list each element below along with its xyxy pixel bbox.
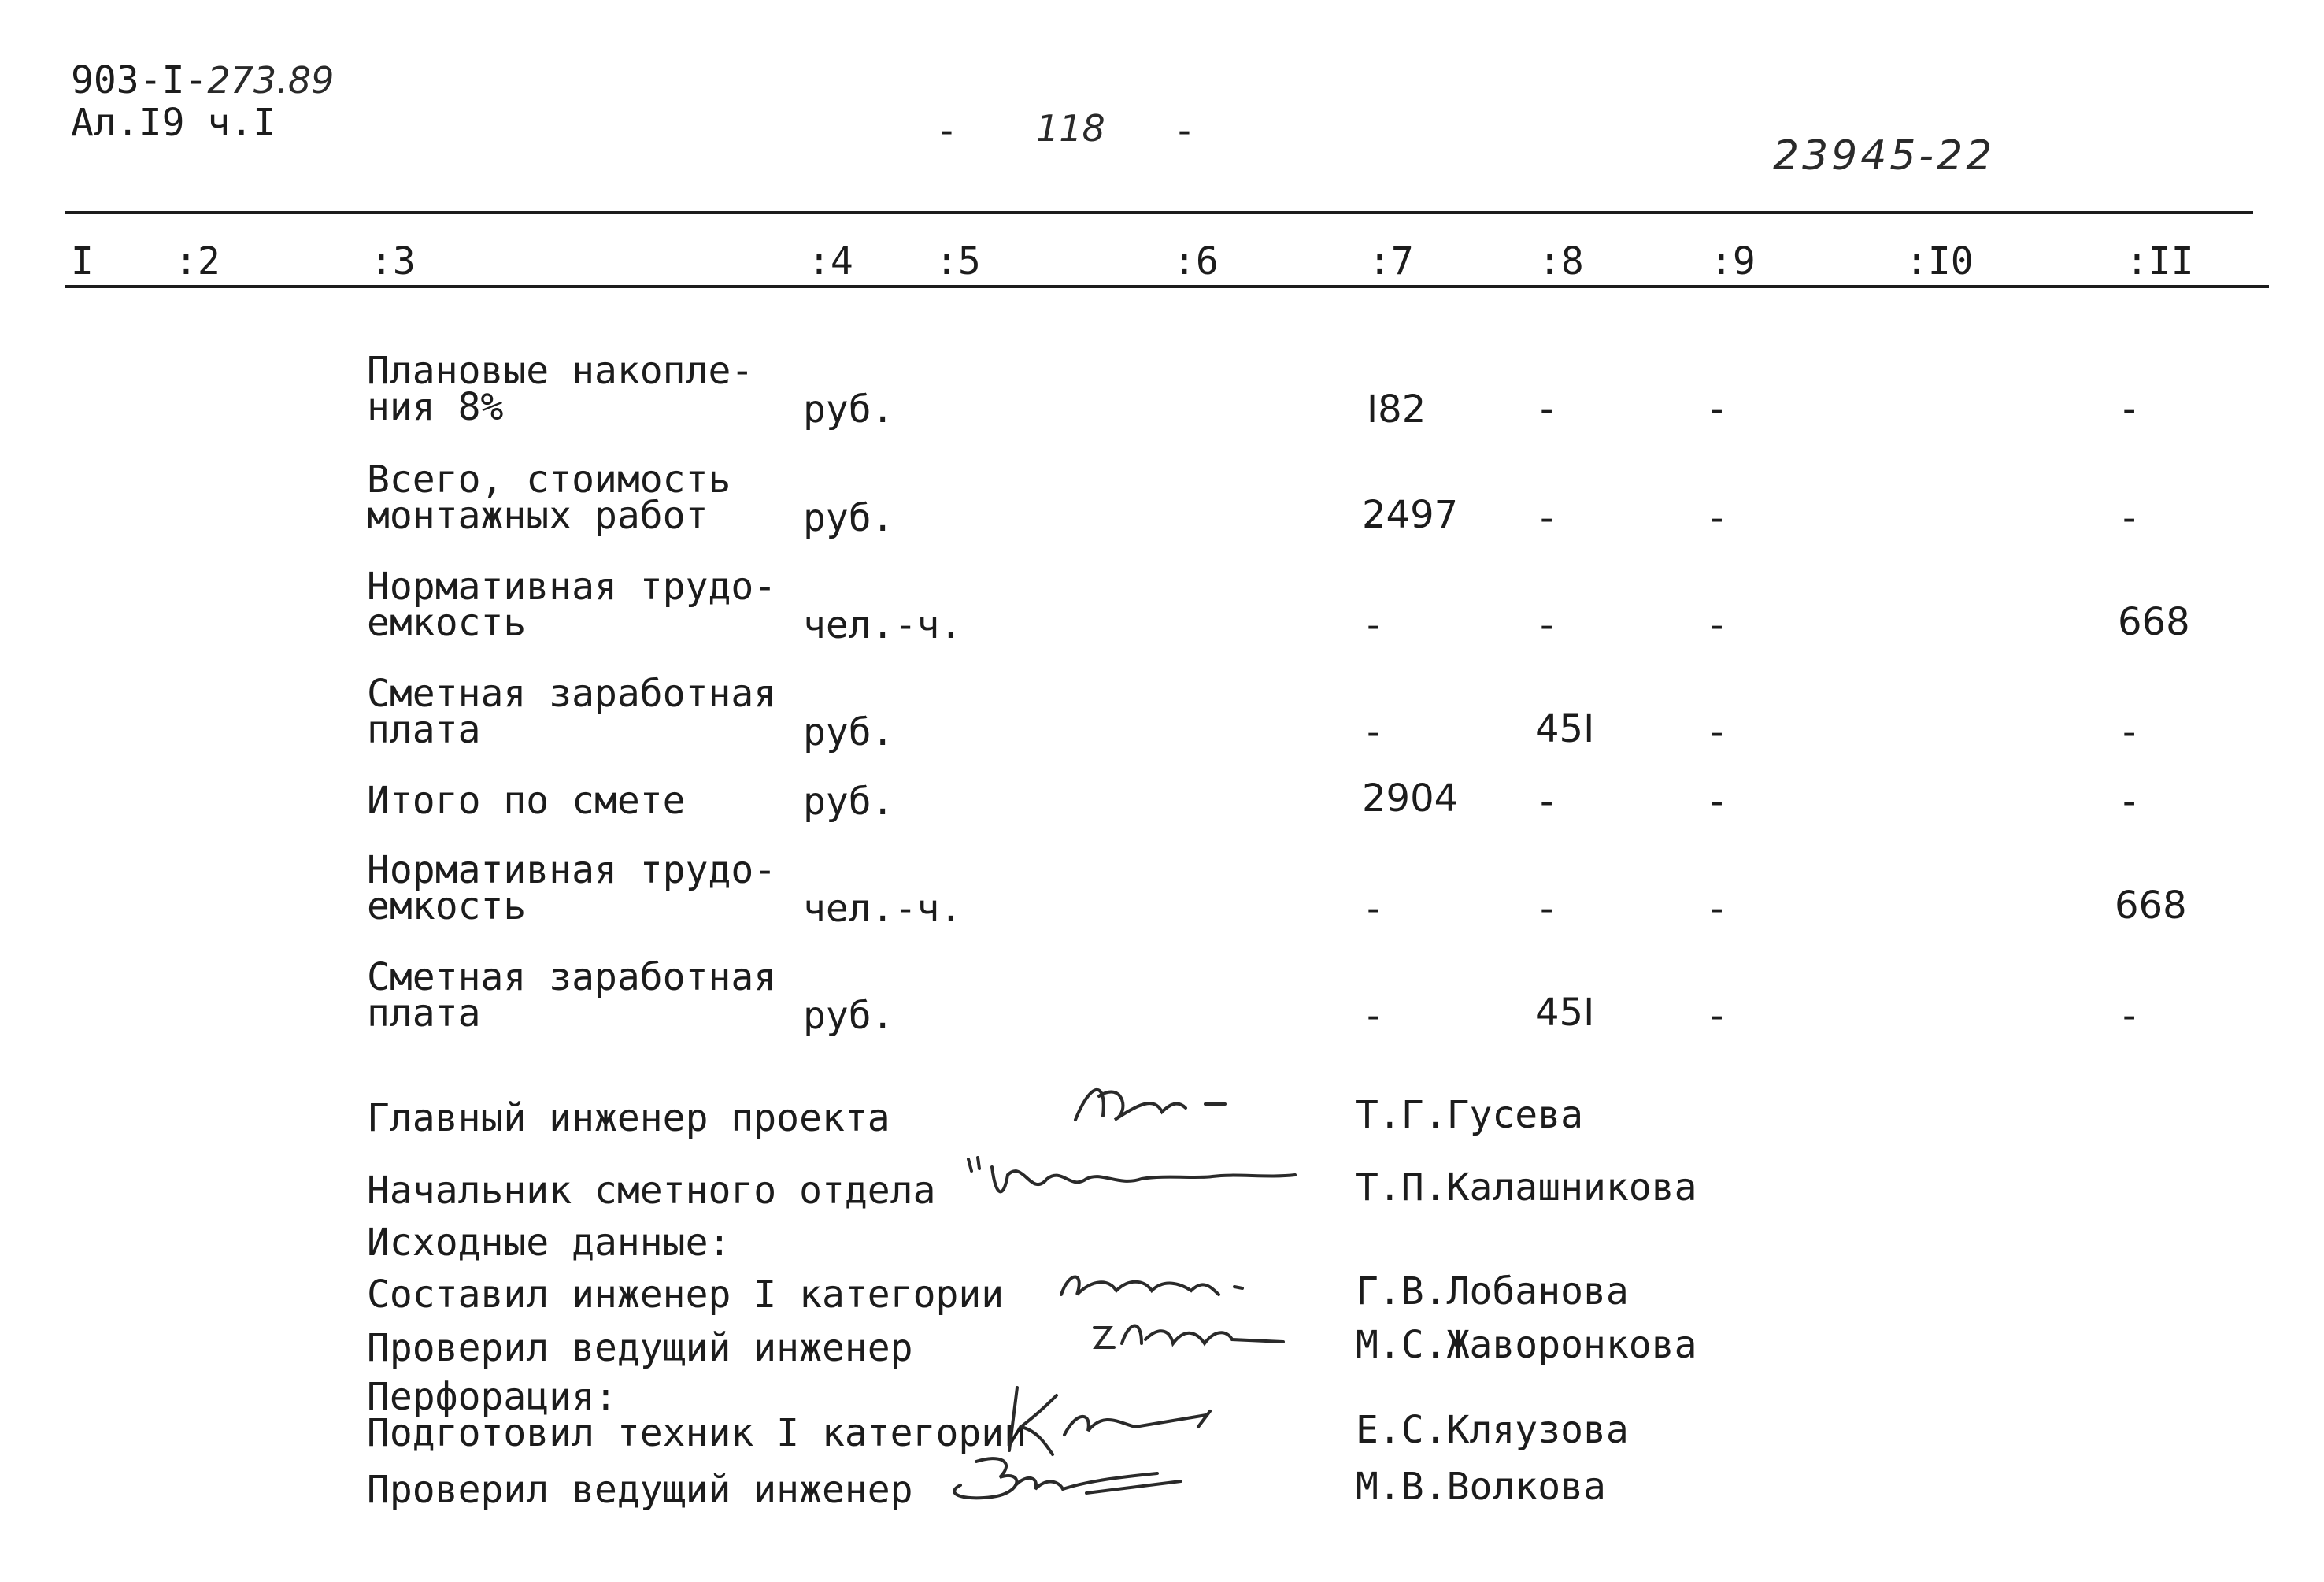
signature-name-compiled-by: Г.В.Лобанова <box>1356 1269 1629 1313</box>
row-value-col8: - <box>1540 387 1554 432</box>
row-label-line: Плановые накопле- <box>367 349 754 393</box>
row-label-line: ния 8% <box>367 385 504 429</box>
signature-name-checked-by-1: М.С.Жаворонкова <box>1356 1323 1697 1367</box>
row-value-col8: - <box>1540 780 1554 824</box>
signature-role-chief-engineer: Главный инженер проекта <box>367 1096 890 1140</box>
row-value-col7: - <box>1367 603 1381 647</box>
row-value-col9: - <box>1710 710 1724 754</box>
row-value-col11: - <box>2122 496 2137 540</box>
row-value-col9: - <box>1710 603 1724 647</box>
row-value-col11: 668 <box>2115 884 2187 928</box>
column-number-4: :4 <box>808 239 853 283</box>
column-number-3: :3 <box>370 239 416 283</box>
row-label-line: емкость <box>367 601 527 645</box>
row-label <box>367 565 777 645</box>
row-label-line: Итого по смете <box>367 779 686 823</box>
row-label <box>367 672 777 752</box>
signature-role-checked-by-1: Проверил ведущий инженер <box>367 1326 913 1370</box>
column-number-1: I <box>71 239 94 283</box>
header-top-rule <box>65 211 2253 214</box>
page-number: 118 <box>1036 107 1105 150</box>
row-label <box>367 349 754 429</box>
column-number-11: :II <box>2126 239 2194 283</box>
row-label-line: Сметная заработная <box>367 672 777 716</box>
row-label-line: Сметная заработная <box>367 955 777 999</box>
page-dash-left: - <box>935 109 958 153</box>
column-number-7: :7 <box>1368 239 1414 283</box>
row-label-line: Всего, стоимость <box>367 458 731 502</box>
row-label-line: монтажных работ <box>367 494 709 538</box>
row-value-col8: - <box>1540 496 1554 540</box>
page-dash-right: - <box>1173 109 1196 153</box>
row-label <box>367 955 777 1036</box>
column-number-9: :9 <box>1710 239 1756 283</box>
row-label-line: плата <box>367 708 481 752</box>
row-value-col9: - <box>1710 887 1724 931</box>
column-number-6: :6 <box>1173 239 1219 283</box>
row-value-col11: - <box>2122 710 2137 754</box>
row-value-col8: - <box>1540 887 1554 931</box>
row-value-col7: I82 <box>1367 387 1427 432</box>
row-unit: руб. <box>803 994 894 1038</box>
row-value-col11: - <box>2122 780 2137 824</box>
handwritten-signature <box>960 1143 1307 1210</box>
document-code <box>71 58 335 102</box>
column-number-10: :I0 <box>1905 239 1974 283</box>
row-value-col9: - <box>1710 387 1724 432</box>
row-unit: руб. <box>803 496 894 540</box>
row-label-line: плата <box>367 991 481 1036</box>
row-value-col11: - <box>2122 994 2137 1038</box>
document-code-prefix: 903-I- <box>71 58 208 102</box>
column-number-5: :5 <box>935 239 981 283</box>
row-unit: руб. <box>803 710 894 754</box>
signature-role-estimate-head: Начальник сметного отдела <box>367 1169 936 1213</box>
perforation-heading: Перфорация: <box>367 1375 617 1419</box>
row-value-col7: - <box>1367 710 1381 754</box>
row-value-col11: 668 <box>2118 600 2190 644</box>
column-number-2: :2 <box>175 239 220 283</box>
signature-role-compiled-by: Составил инженер I категории <box>367 1273 1005 1317</box>
document-code-handwritten: 273.89 <box>207 59 335 102</box>
album-label: Ал.I9 ч.I <box>71 101 276 145</box>
handwritten-signature <box>929 1446 1197 1520</box>
row-value-col9: - <box>1710 496 1724 540</box>
row-value-col8: 45I <box>1535 707 1595 751</box>
row-value-col7: - <box>1367 887 1381 931</box>
row-label-line: емкость <box>367 884 527 928</box>
signature-role-checked-by-2: Проверил ведущий инженер <box>367 1468 913 1512</box>
row-value-col11: - <box>2122 387 2137 432</box>
row-value-col8: 45I <box>1535 991 1595 1035</box>
row-value-col9: - <box>1710 994 1724 1038</box>
row-value-col7: 2904 <box>1362 776 1459 821</box>
row-label <box>367 848 777 928</box>
row-value-col9: - <box>1710 780 1724 824</box>
row-value-col7: - <box>1367 994 1381 1038</box>
row-label <box>367 458 731 538</box>
header-bottom-rule <box>65 285 2269 288</box>
signature-name-chief-engineer: Т.Г.Гусева <box>1356 1093 1583 1137</box>
row-unit: руб. <box>803 780 894 824</box>
row-unit: чел.-ч. <box>803 603 963 647</box>
signature-name-checked-by-2: М.В.Волкова <box>1356 1465 1606 1509</box>
row-unit: руб. <box>803 387 894 432</box>
row-label-line: Нормативная трудо- <box>367 565 777 609</box>
signature-name-estimate-head: Т.П.Калашникова <box>1356 1165 1697 1210</box>
signature-role-prepared-by: Подготовил техник I категории <box>367 1411 1027 1455</box>
handwritten-signature <box>1086 1304 1299 1362</box>
archive-number: 23945-22 <box>1773 132 1996 180</box>
row-value-col7: 2497 <box>1362 493 1459 537</box>
row-value-col8: - <box>1540 603 1554 647</box>
source-data-heading: Исходные данные: <box>367 1221 731 1265</box>
handwritten-signature <box>1068 1073 1264 1139</box>
row-label-line: Нормативная трудо- <box>367 848 777 892</box>
row-label <box>367 779 686 823</box>
row-unit: чел.-ч. <box>803 887 963 931</box>
signature-name-prepared-by: Е.С.Кляузова <box>1356 1408 1629 1452</box>
column-number-8: :8 <box>1538 239 1584 283</box>
